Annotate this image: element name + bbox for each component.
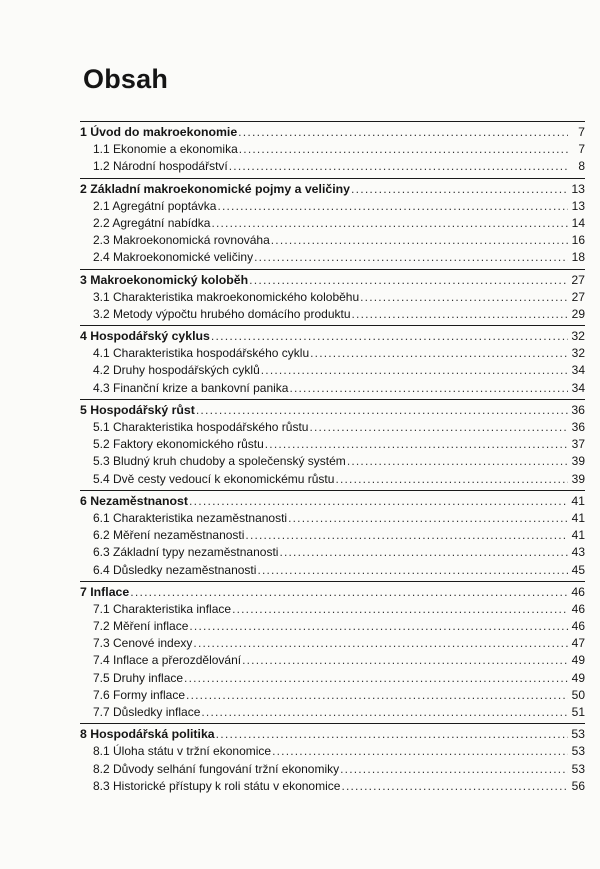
toc-section-page: 18 [571,250,585,265]
toc-section-entry[interactable] [80,419,585,436]
toc-section-title: 4.2 Druhy hospodářských cyklů [93,363,260,378]
dot-leader [351,181,568,198]
dot-leader [254,249,568,266]
toc-section-title: 3.2 Metody výpočtu hrubého domácího produktu [93,306,351,321]
dot-leader [130,584,568,601]
toc-section-page: 47 [571,636,585,651]
dot-leader [238,124,568,141]
toc-section-entry[interactable] [80,249,585,266]
toc-section-entry[interactable] [80,527,585,544]
dot-leader [341,778,568,795]
toc-chapter-page: 27 [571,272,585,287]
toc-section-page: 46 [571,619,585,634]
toc-chapter [80,325,585,397]
toc-section-page: 53 [571,761,585,776]
toc-section-page: 37 [571,437,585,452]
toc-chapter-title: 3 Makroekonomický koloběh [80,272,249,287]
toc-chapter [80,269,585,324]
dot-leader [335,471,568,488]
toc-chapter-page: 7 [578,125,585,139]
toc-section-entry[interactable] [80,453,585,470]
toc-chapter-entry[interactable] [80,493,585,510]
toc-section-entry[interactable] [80,687,585,704]
toc-section-entry[interactable] [80,743,585,760]
toc-section-title: 4.1 Charakteristika hospodářského cyklu [93,346,310,361]
toc-section-page: 49 [571,653,585,668]
toc-section-page: 41 [571,510,585,525]
dot-leader [352,306,569,323]
toc-section-title: 2.3 Makroekonomická rovnováha [93,233,270,248]
toc-chapter-entry[interactable] [80,584,585,601]
toc-section-page: 34 [571,363,585,378]
toc-section-title: 6.2 Měření nezaměstnanosti [93,528,245,543]
toc-section-page: 27 [571,289,585,304]
dot-leader [245,527,568,544]
dot-leader [288,510,568,527]
dot-leader [309,419,568,436]
toc-chapter [80,399,585,488]
toc-section-page: 8 [578,159,585,174]
toc-section-title: 8.3 Historické přístupy k roli státu v ekonomice [93,778,341,793]
toc-section-page: 32 [571,346,585,361]
toc-chapter-title: 6 Nezaměstnanost [80,493,188,508]
toc-section-page: 39 [571,471,585,486]
dot-leader [279,544,568,561]
toc-section-entry[interactable] [80,562,585,579]
dot-leader [239,141,568,158]
dot-leader [196,402,568,419]
toc-chapter-entry[interactable] [80,402,585,419]
toc-section-title: 2.1 Agregátní poptávka [93,198,217,213]
dot-leader [265,436,568,453]
toc-section-page: 45 [571,562,585,577]
toc-chapter-title: 5 Hospodářský růst [80,402,195,417]
toc-section-title: 7.7 Důsledky inflace [93,705,201,719]
toc-section-title: 3.1 Charakteristika makroekonomického koloběhu [93,289,360,304]
toc-section-entry[interactable] [80,704,585,721]
toc-chapter-entry[interactable] [80,181,585,198]
toc-section-title: 5.4 Dvě cesty vedoucí k ekonomickému růstu [93,471,335,486]
toc-section-entry[interactable] [80,141,585,158]
toc-chapter-title: 1 Úvod do makroekonomie [80,125,238,139]
toc-section-title: 6.1 Charakteristika nezaměstnanosti [93,510,288,525]
dot-leader [184,670,568,687]
toc-section-page: 53 [571,744,585,759]
toc-section-page: 13 [571,198,585,213]
toc-section-title: 7.6 Formy inflace [93,687,186,702]
toc-section-entry[interactable] [80,635,585,652]
toc-section-title: 5.1 Charakteristika hospodářského růstu [93,420,309,434]
toc-chapter-page: 13 [571,181,585,196]
dot-leader [347,453,568,470]
toc-section-title: 1.2 Národní hospodářství [93,159,228,174]
toc-section-entry[interactable] [80,215,585,232]
toc-chapter-entry[interactable] [80,328,585,345]
toc-section-page: 49 [571,670,585,685]
toc-section-title: 7.5 Druhy inflace [93,670,184,685]
toc-chapter-entry[interactable] [80,124,585,141]
dot-leader [360,289,568,306]
toc-section-title: 2.2 Agregátní nabídka [93,215,211,230]
toc-section-page: 41 [571,528,585,543]
dot-leader [261,362,568,379]
table-of-contents [80,121,585,797]
toc-section-title: 7.1 Charakteristika inflace [93,601,232,616]
toc-section-page: 46 [571,601,585,616]
toc-section-entry[interactable] [80,198,585,215]
dot-leader [211,328,568,345]
toc-section-entry[interactable] [80,289,585,306]
toc-section-page: 16 [571,233,585,248]
dot-leader [186,687,568,704]
toc-section-title: 8.2 Důvody selhání fungování tržní ekonomiky [93,761,340,776]
toc-chapter [80,178,585,267]
dot-leader [193,635,568,652]
dot-leader [189,493,568,510]
toc-section-title: 5.3 Bludný kruh chudoby a společenský systém [93,454,346,469]
toc-section-title: 7.3 Cenové indexy [93,636,193,651]
dot-leader [232,601,568,618]
toc-chapter [80,723,585,795]
dot-leader [340,761,568,778]
dot-leader [249,272,568,289]
toc-section-title: 5.2 Faktory ekonomického růstu [93,437,264,452]
toc-section-page: 51 [571,705,585,719]
toc-section-title: 6.3 Základní typy nezaměstnanosti [93,545,279,560]
toc-chapter-title: 2 Základní makroekonomické pojmy a veličiny [80,181,350,196]
toc-section-entry[interactable] [80,345,585,362]
toc-section-entry[interactable] [80,544,585,561]
toc-section-entry[interactable] [80,510,585,527]
dot-leader [272,743,568,760]
toc-chapter-title: 7 Inflace [80,584,130,599]
toc-chapter-page: 41 [571,493,585,508]
toc-section-entry[interactable] [80,601,585,618]
page-title: Obsah [83,64,169,94]
toc-chapter [80,490,585,579]
toc-chapter [80,581,585,722]
toc-section-entry[interactable] [80,618,585,635]
dot-leader [189,618,568,635]
dot-leader [211,215,568,232]
toc-chapter-entry[interactable] [80,726,585,743]
toc-chapter-title: 4 Hospodářský cyklus [80,329,210,344]
toc-section-entry[interactable] [80,380,585,397]
toc-chapter-entry[interactable] [80,272,585,289]
toc-chapter-title: 8 Hospodářská politika [80,727,215,742]
toc-section-title: 1.1 Ekonomie a ekonomika [93,142,238,157]
toc-section-page: 34 [571,380,585,395]
toc-section-title: 2.4 Makroekonomické veličiny [93,250,254,265]
toc-section-page: 14 [571,215,585,230]
toc-section-page: 50 [571,687,585,702]
toc-section-page: 39 [571,454,585,469]
toc-section-entry[interactable] [80,652,585,669]
toc-section-page: 36 [571,420,585,434]
toc-section-page: 29 [571,306,585,321]
toc-section-title: 4.3 Finanční krize a bankovní panika [93,380,289,395]
dot-leader [257,562,568,579]
toc-section-page: 43 [571,545,585,560]
toc-section-entry[interactable] [80,471,585,488]
toc-section-title: 7.2 Měření inflace [93,619,189,634]
dot-leader [229,158,568,175]
toc-section-entry[interactable] [80,670,585,687]
toc-section-entry[interactable] [80,158,585,175]
toc-chapter-page: 46 [571,584,585,599]
toc-section-entry[interactable] [80,306,585,323]
toc-section-entry[interactable] [80,232,585,249]
toc-section-title: 8.1 Úloha státu v tržní ekonomice [93,744,272,759]
toc-chapter-page: 36 [571,402,585,417]
toc-section-entry[interactable] [80,362,585,379]
toc-section-entry[interactable] [80,436,585,453]
dot-leader [217,198,568,215]
toc-section-title: 7.4 Inflace a přerozdělování [93,653,242,668]
toc-section-title: 6.4 Důsledky nezaměstnanosti [93,562,257,577]
toc-section-page: 7 [578,142,585,157]
toc-section-page: 56 [571,778,585,793]
toc-chapter [80,121,585,176]
toc-chapter-page: 53 [571,727,585,742]
dot-leader [310,345,568,362]
toc-section-entry[interactable] [80,778,585,795]
toc-chapter-page: 32 [571,329,585,344]
dot-leader [271,232,568,249]
toc-section-entry[interactable] [80,761,585,778]
dot-leader [289,380,568,397]
dot-leader [242,652,568,669]
dot-leader [216,726,568,743]
dot-leader [201,704,568,721]
